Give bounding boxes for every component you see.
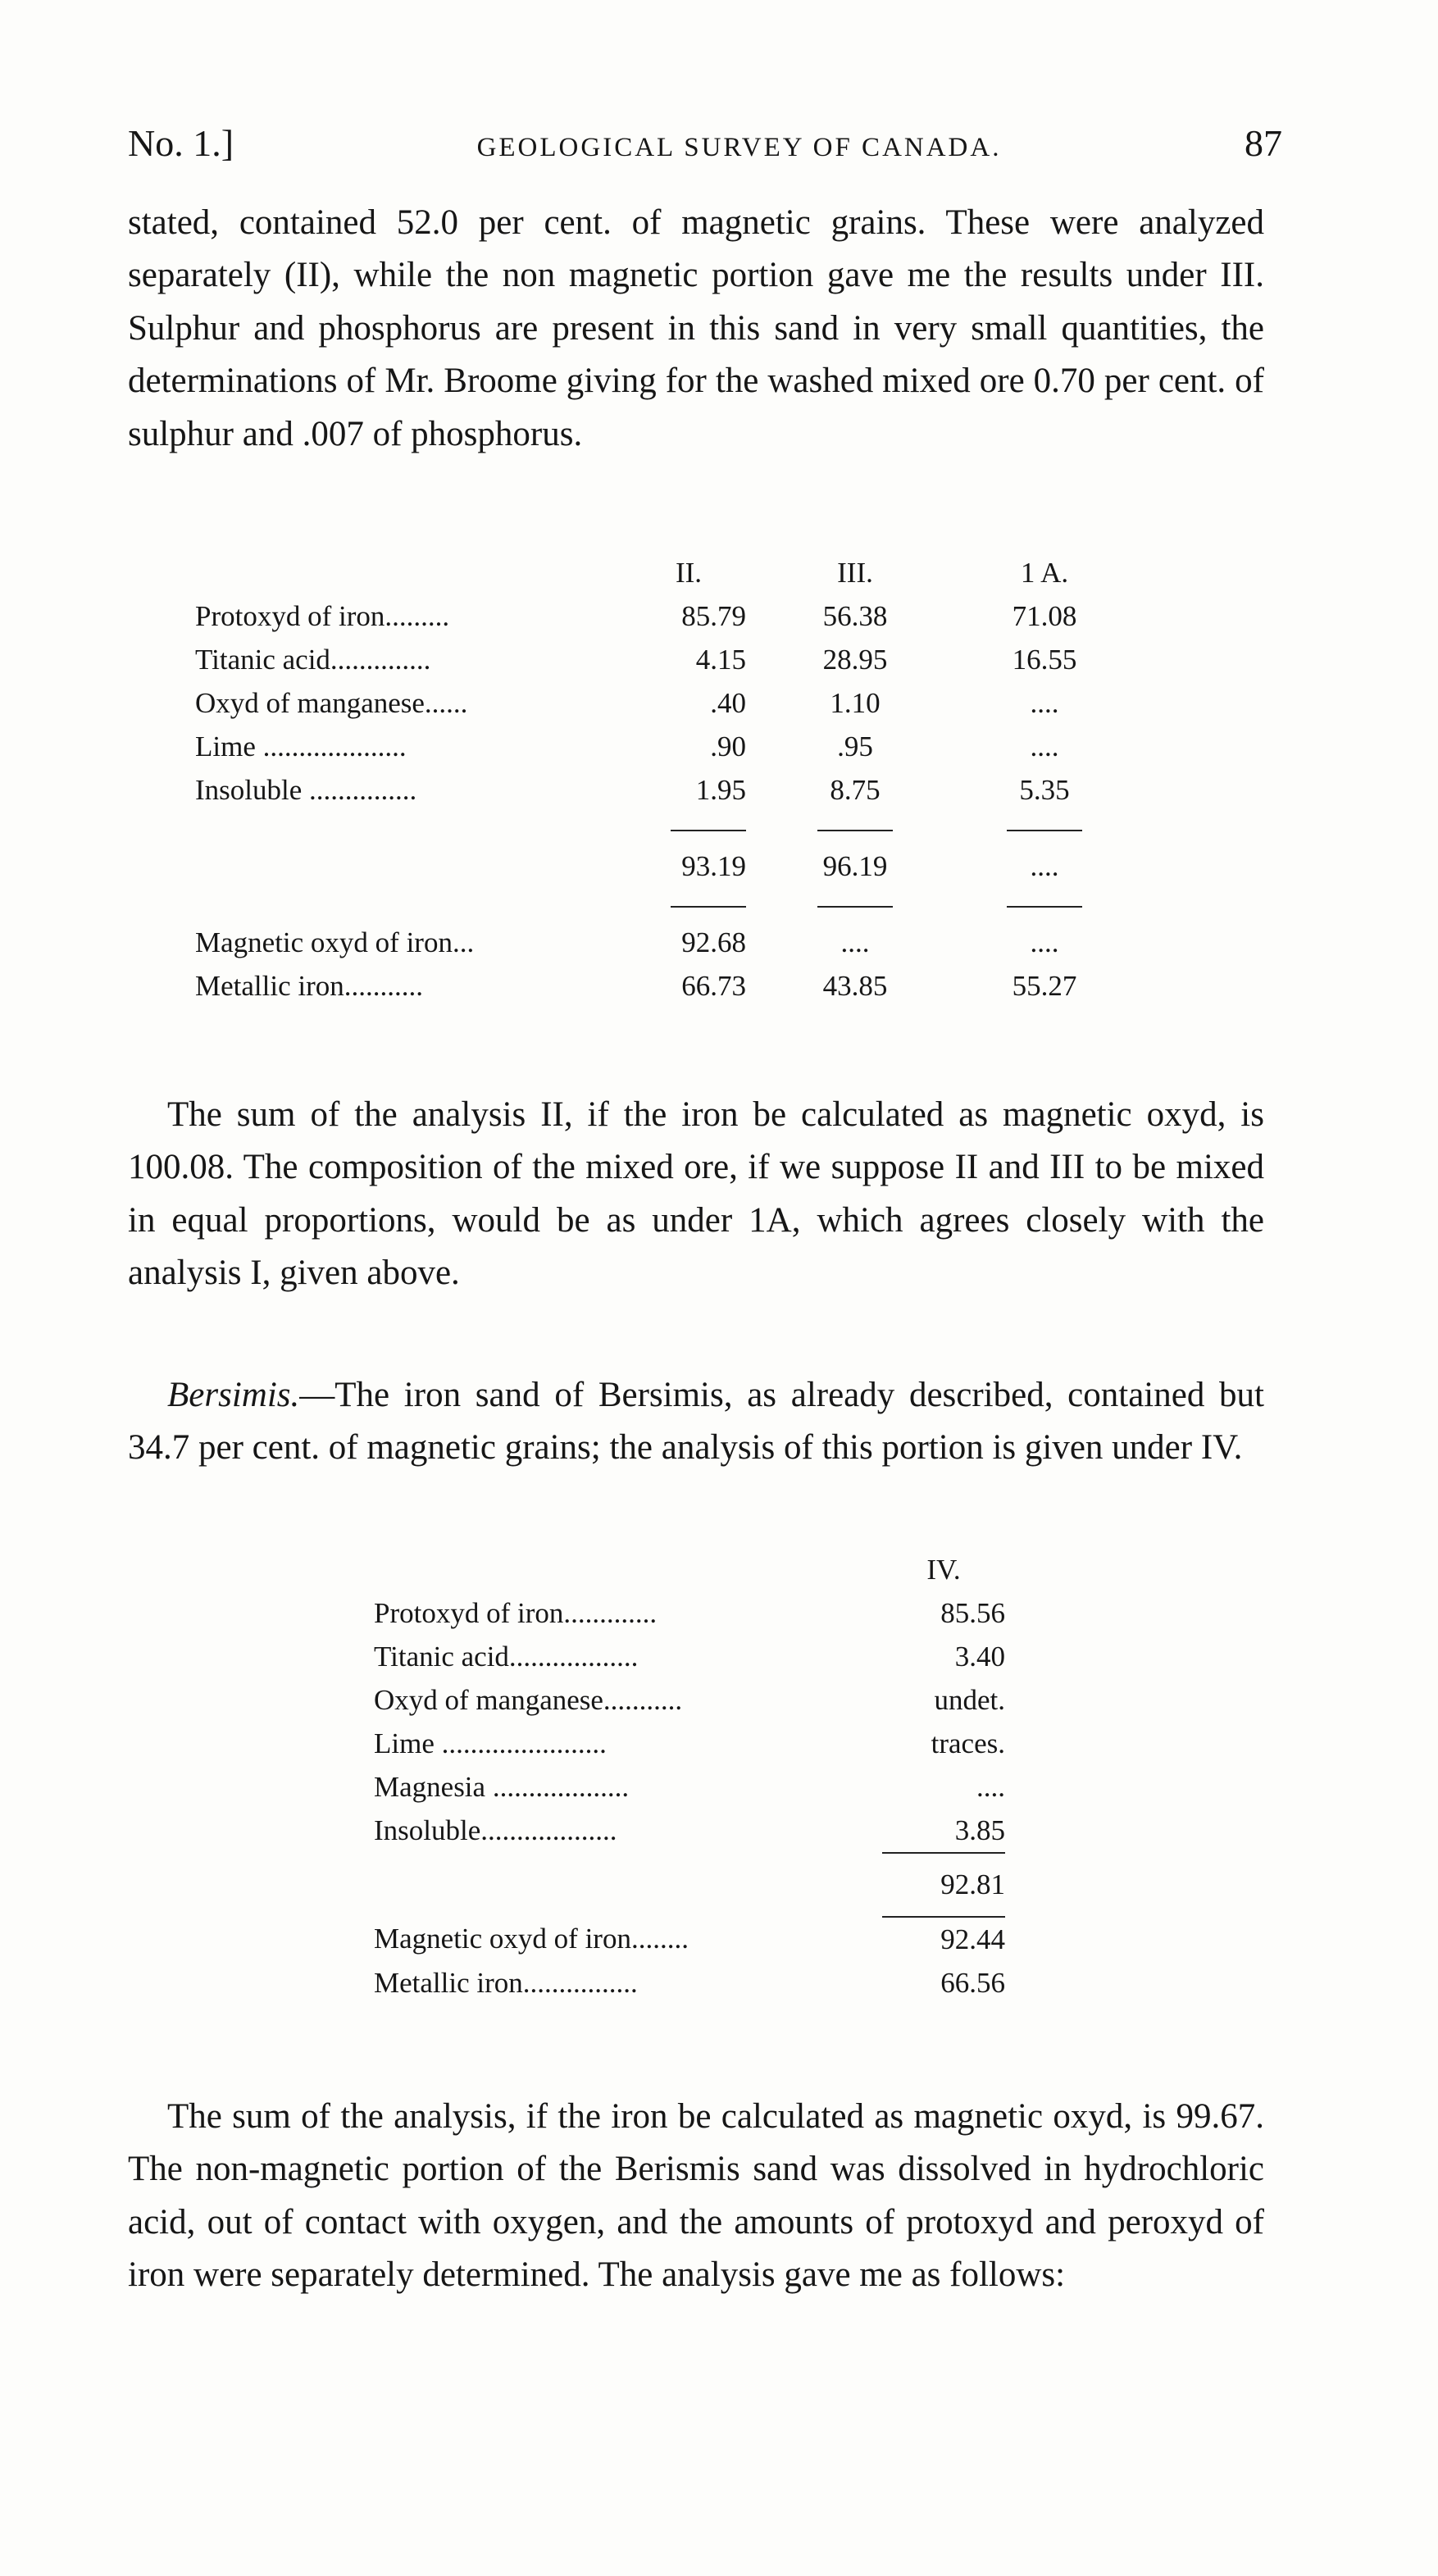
cell-value: ....: [1030, 926, 1059, 958]
row-label: Metallic iron...........: [195, 969, 424, 1002]
row-label: Magnetic oxyd of iron...: [195, 926, 475, 958]
cell-value: 85.56: [940, 1596, 1005, 1629]
analysis-table-2: [374, 1548, 1005, 2005]
journal-title: GEOLOGICAL SURVEY OF CANADA.: [476, 133, 1002, 162]
total-row: [374, 1853, 1005, 1917]
sum-rule: [817, 830, 893, 831]
running-head: [128, 121, 1282, 165]
total-value: 93.19: [681, 849, 746, 882]
cell-value: 3.40: [954, 1640, 1005, 1673]
column-header: IV.: [926, 1553, 961, 1586]
table-row: [195, 681, 1125, 725]
sum-rule: [671, 830, 746, 831]
table-row: [374, 1809, 1005, 1853]
table-row: [374, 1917, 1005, 1961]
table-row: [195, 638, 1125, 681]
sum-rule: [1007, 906, 1082, 908]
cell-value: 8.75: [830, 773, 881, 806]
cell-value: 66.73: [681, 969, 746, 1002]
table-row: [195, 594, 1125, 638]
sum-rule: [671, 906, 746, 908]
paragraph-2: The sum of the analysis II, if the iron be calculated as magnetic oxyd, is 100.08. The composition of the mixed ore, if we suppose II and III to be mixed in equal proportions, would be as under 1A, which agrees closely with the analysis I, given above.: [128, 1095, 1264, 1293]
analysis-table-1: [195, 551, 1125, 1008]
table-row: [195, 964, 1125, 1008]
row-label: Metallic iron................: [374, 1966, 638, 1999]
rule-row: [195, 812, 1125, 844]
cell-value: ....: [1030, 686, 1059, 719]
cell-value: undet.: [934, 1683, 1005, 1716]
cell-value: 4.15: [695, 643, 746, 676]
cell-value: 3.85: [954, 1814, 1005, 1846]
row-label: Lime ....................: [195, 730, 407, 762]
column-header: III.: [837, 556, 873, 589]
table-row: [374, 1635, 1005, 1678]
cell-value: 66.56: [940, 1966, 1005, 1999]
issue-number: No. 1.]: [128, 122, 234, 164]
row-label: Protoxyd of iron.........: [195, 599, 450, 632]
table-header-row: [195, 551, 1125, 594]
total-value: 92.81: [882, 1853, 1005, 1917]
total-row: [195, 844, 1125, 888]
paragraph-3: [128, 1369, 1264, 1475]
table-row: [195, 768, 1125, 812]
cell-value: 71.08: [1012, 599, 1077, 632]
row-label: Insoluble ...............: [195, 773, 417, 806]
row-label: Oxyd of manganese......: [195, 686, 468, 719]
cell-value: ....: [1030, 730, 1059, 762]
row-label: Titanic acid..................: [374, 1640, 639, 1673]
row-label: Titanic acid..............: [195, 643, 431, 676]
table-row: [374, 1961, 1005, 2005]
cell-value: 43.85: [822, 969, 888, 1002]
table-header-row: [374, 1548, 1005, 1591]
cell-value: 85.79: [681, 599, 746, 632]
rule-row: [195, 888, 1125, 921]
row-label: Oxyd of manganese...........: [374, 1683, 683, 1716]
cell-value: 16.55: [1012, 643, 1077, 676]
page-number: 87: [1245, 122, 1282, 164]
total-value: 96.19: [822, 849, 888, 882]
paragraph-1: stated, contained 52.0 per cent. of magnetic grains. These were analyzed separately (II), while the non magnetic portion gave me the results under III. Sulphur and phosphorus are present in this sand in very small quantities, the determinations of Mr. Broome giving for the washed mixed ore 0.70 per cent. of sulphur and .007 of phosphorus.: [128, 203, 1264, 453]
cell-value: ....: [840, 926, 870, 958]
cell-value: 92.68: [681, 926, 746, 958]
cell-value: 92.44: [940, 1923, 1005, 1955]
paragraph-4: The sum of the analysis, if the iron be calculated as magnetic oxyd, is 99.67. The non-magnetic portion of the Berismis sand was dissolved in hydrochloric acid, out of contact with oxygen, and the amounts of protoxyd and peroxyd of iron were separately determined. The analysis gave me as follows:: [128, 2097, 1264, 2295]
place-name: Bersimis.: [167, 1376, 300, 1414]
row-label: Lime .......................: [374, 1727, 607, 1759]
cell-value: 1.95: [695, 773, 746, 806]
cell-value: .40: [710, 686, 746, 719]
column-header: 1 A.: [1020, 556, 1069, 589]
column-header: II.: [675, 556, 703, 589]
cell-value: ....: [976, 1770, 1005, 1803]
cell-value: traces.: [931, 1727, 1005, 1759]
cell-value: 5.35: [1019, 773, 1070, 806]
row-label: Insoluble...................: [374, 1814, 617, 1846]
sum-rule: [1007, 830, 1082, 831]
cell-value: 56.38: [822, 599, 888, 632]
paragraph-3-text: —The iron sand of Bersimis, as already described, contained but 34.7 per cent. of magnetic grains; the analysis of this portion is given under IV.: [128, 1376, 1264, 1468]
table-row: [374, 1678, 1005, 1722]
table-row: [374, 1765, 1005, 1809]
table-row: [195, 725, 1125, 768]
table-row: [195, 921, 1125, 964]
total-value: ....: [1030, 849, 1059, 882]
cell-value: 55.27: [1012, 969, 1077, 1002]
cell-value: .90: [710, 730, 746, 762]
row-label: Protoxyd of iron.............: [374, 1596, 658, 1629]
table-row: [374, 1591, 1005, 1635]
cell-value: 28.95: [822, 643, 888, 676]
cell-value: .95: [837, 730, 873, 762]
sum-rule: [817, 906, 893, 908]
row-label: Magnesia ...................: [374, 1770, 630, 1803]
table-row: [374, 1722, 1005, 1765]
row-label: Magnetic oxyd of iron........: [374, 1923, 689, 1955]
cell-value: 1.10: [830, 686, 881, 719]
